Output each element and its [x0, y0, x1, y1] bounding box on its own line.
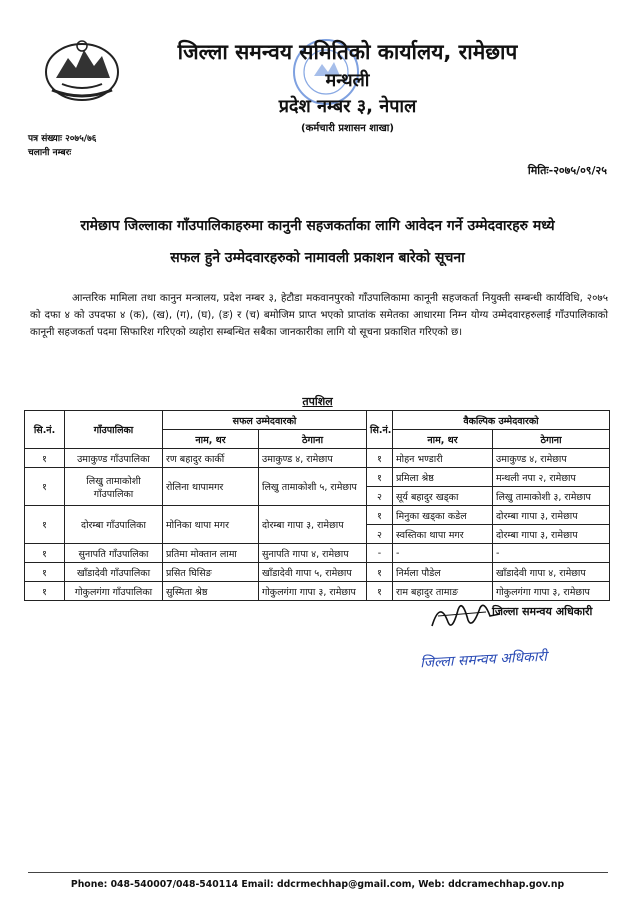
cell-alt-sn: १ [367, 582, 393, 601]
cell-address: उमाकुण्ड ४, रामेछाप [259, 449, 367, 468]
cell-name: रोलिना थापामगर [163, 468, 259, 506]
cell-name: रण बहादुर कार्की [163, 449, 259, 468]
header-palika: गाँउपालिका [65, 411, 163, 449]
cell-alt-sn: - [367, 544, 393, 563]
header-alt-address: ठेगाना [493, 430, 610, 449]
cell-alt-sn: १ [367, 468, 393, 487]
office-place: मन्थली [325, 70, 370, 91]
handwritten-designation: जिल्ला समन्वय अधिकारी [419, 648, 548, 672]
cell-name: सुस्मिता श्रेष्ठ [163, 582, 259, 601]
cell-alt-sn: २ [367, 525, 393, 544]
cell-palika: लिखु तामाकोशी गाँउपालिका [65, 468, 163, 506]
cell-sn: १ [25, 449, 65, 468]
office-name: जिल्ला समन्वय समितिको कार्यालय, रामेछाप [177, 40, 518, 64]
footer-divider [28, 872, 608, 873]
table-row [25, 468, 610, 487]
cell-alt-sn: १ [367, 563, 393, 582]
footer-contact: Phone: 048-540007/048-540114 Email: ddcrmechhap@gmail.com, Web: ddcramechhap.gov.np [70, 879, 565, 890]
cell-alt-address: मन्थली नपा २, रामेछाप [493, 468, 610, 487]
dispatch-number: चलानी नम्बरः [28, 148, 72, 158]
header-name: नाम, थर [163, 430, 259, 449]
header-alt-sn: सि.नं. [367, 411, 393, 449]
table-body [25, 449, 610, 601]
table-row [25, 449, 610, 468]
table-row [25, 563, 610, 582]
cell-palika: खाँडादेवी गाँउपालिका [65, 563, 163, 582]
cell-alt-address: - [493, 544, 610, 563]
letter-date: मितिः-२०७५/०९/२५ [527, 164, 607, 177]
cell-sn: १ [25, 582, 65, 601]
cell-address: गोकुलगंगा गापा ३, रामेछाप [259, 582, 367, 601]
cell-sn: १ [25, 563, 65, 582]
cell-alt-name: प्रमिला श्रेष्ठ [393, 468, 493, 487]
candidates-table [24, 410, 610, 601]
notice-body-text: आन्तरिक मामिला तथा कानुन मन्त्रालय, प्रदेश नम्बर ३, हेटौडा मकवानपुरको गाँउपालिकामा कानूनी सहजकर्ता नियुक्ती सम्बन्धी कार्यविधि, २०७५ को दफा ४ को उपदफा ४ (क), (ख), (ग), (घ), (ङ) र (च) बमोजिम प्राप्त भएको प्राप्तांक समेतका आधारमा निम्न योग्य उम्मेदवारहरुलाई गाँउपालिकाको कानूनी सहजकर्ता पदमा सिफारिश गरिएको व्यहोरा सम्बन्धित सबैका जानकारीका लागि यो सूचना प्रकाशित गरिएको छ। [30, 293, 608, 338]
cell-name: प्रतिमा मोक्तान लामा [163, 544, 259, 563]
cell-alt-sn: १ [367, 449, 393, 468]
subject-line-1: रामेछाप जिल्लाका गाँउपालिकाहरुमा कानुनी सहजकर्ताका लागि आवेदन गर्ने उम्मेदवारहरु मध्ये [80, 218, 555, 234]
cell-alt-address: खाँडादेवी गापा ४, रामेछाप [493, 563, 610, 582]
table-row [25, 506, 610, 525]
cell-sn: १ [25, 468, 65, 506]
letter-number: पत्र संख्याः २०७५/७६ [28, 134, 97, 144]
cell-alt-address: गोकुलगंगा गापा ३, रामेछाप [493, 582, 610, 601]
cell-name: प्रसित घिसिङ [163, 563, 259, 582]
cell-alt-name: - [393, 544, 493, 563]
table-row [25, 582, 610, 601]
cell-alt-name: राम बहादुर तामाङ [393, 582, 493, 601]
subject-line-2: सफल हुने उम्मेदवारहरुको नामावली प्रकाशन बारेको सूचना [170, 250, 465, 266]
cell-alt-name: मिनुका खड्का कडेल [393, 506, 493, 525]
table-row [25, 544, 610, 563]
cell-sn: १ [25, 544, 65, 563]
cell-alt-address: दोरम्बा गापा ३, रामेछाप [493, 525, 610, 544]
office-section: (कर्मचारी प्रशासन शाखा) [301, 123, 394, 134]
header-successful: सफल उम्मेदवारको [163, 411, 367, 430]
cell-sn: १ [25, 506, 65, 544]
office-province: प्रदेश नम्बर ३, नेपाल [278, 96, 417, 117]
cell-alt-name: स्वस्तिका थापा मगर [393, 525, 493, 544]
cell-palika: उमाकुण्ड गाँउपालिका [65, 449, 163, 468]
cell-address: लिखु तामाकोशी ५, रामेछाप [259, 468, 367, 506]
cell-address: दोरम्बा गापा ३, रामेछाप [259, 506, 367, 544]
cell-alt-sn: १ [367, 506, 393, 525]
cell-alt-name: मोहन भण्डारी [393, 449, 493, 468]
table-caption: तपशिल [302, 395, 333, 408]
cell-address: सुनापति गापा ४, रामेछाप [259, 544, 367, 563]
cell-alt-sn: २ [367, 487, 393, 506]
signatory-title: जिल्ला समन्वय अधिकारी [492, 605, 593, 618]
cell-alt-address: लिखु तामाकोशी ३, रामेछाप [493, 487, 610, 506]
cell-alt-name: निर्मला पौडेल [393, 563, 493, 582]
notice-body [30, 290, 608, 341]
header-address: ठेगाना [259, 430, 367, 449]
cell-name: मोनिका थापा मगर [163, 506, 259, 544]
cell-address: खाँडादेवी गापा ५, रामेछाप [259, 563, 367, 582]
cell-alt-name: सूर्य बहादुर खड्का [393, 487, 493, 506]
header-alt-name: नाम, थर [393, 430, 493, 449]
cell-palika: सुनापति गाँउपालिका [65, 544, 163, 563]
header-alternate: वैकल्पिक उम्मेदवारको [393, 411, 610, 430]
cell-alt-address: दोरम्बा गापा ३, रामेछाप [493, 506, 610, 525]
cell-palika: गोकुलगंगा गाँउपालिका [65, 582, 163, 601]
header-sn: सि.नं. [25, 411, 65, 449]
cell-palika: दोरम्बा गाँउपालिका [65, 506, 163, 544]
cell-alt-address: उमाकुण्ड ४, रामेछाप [493, 449, 610, 468]
